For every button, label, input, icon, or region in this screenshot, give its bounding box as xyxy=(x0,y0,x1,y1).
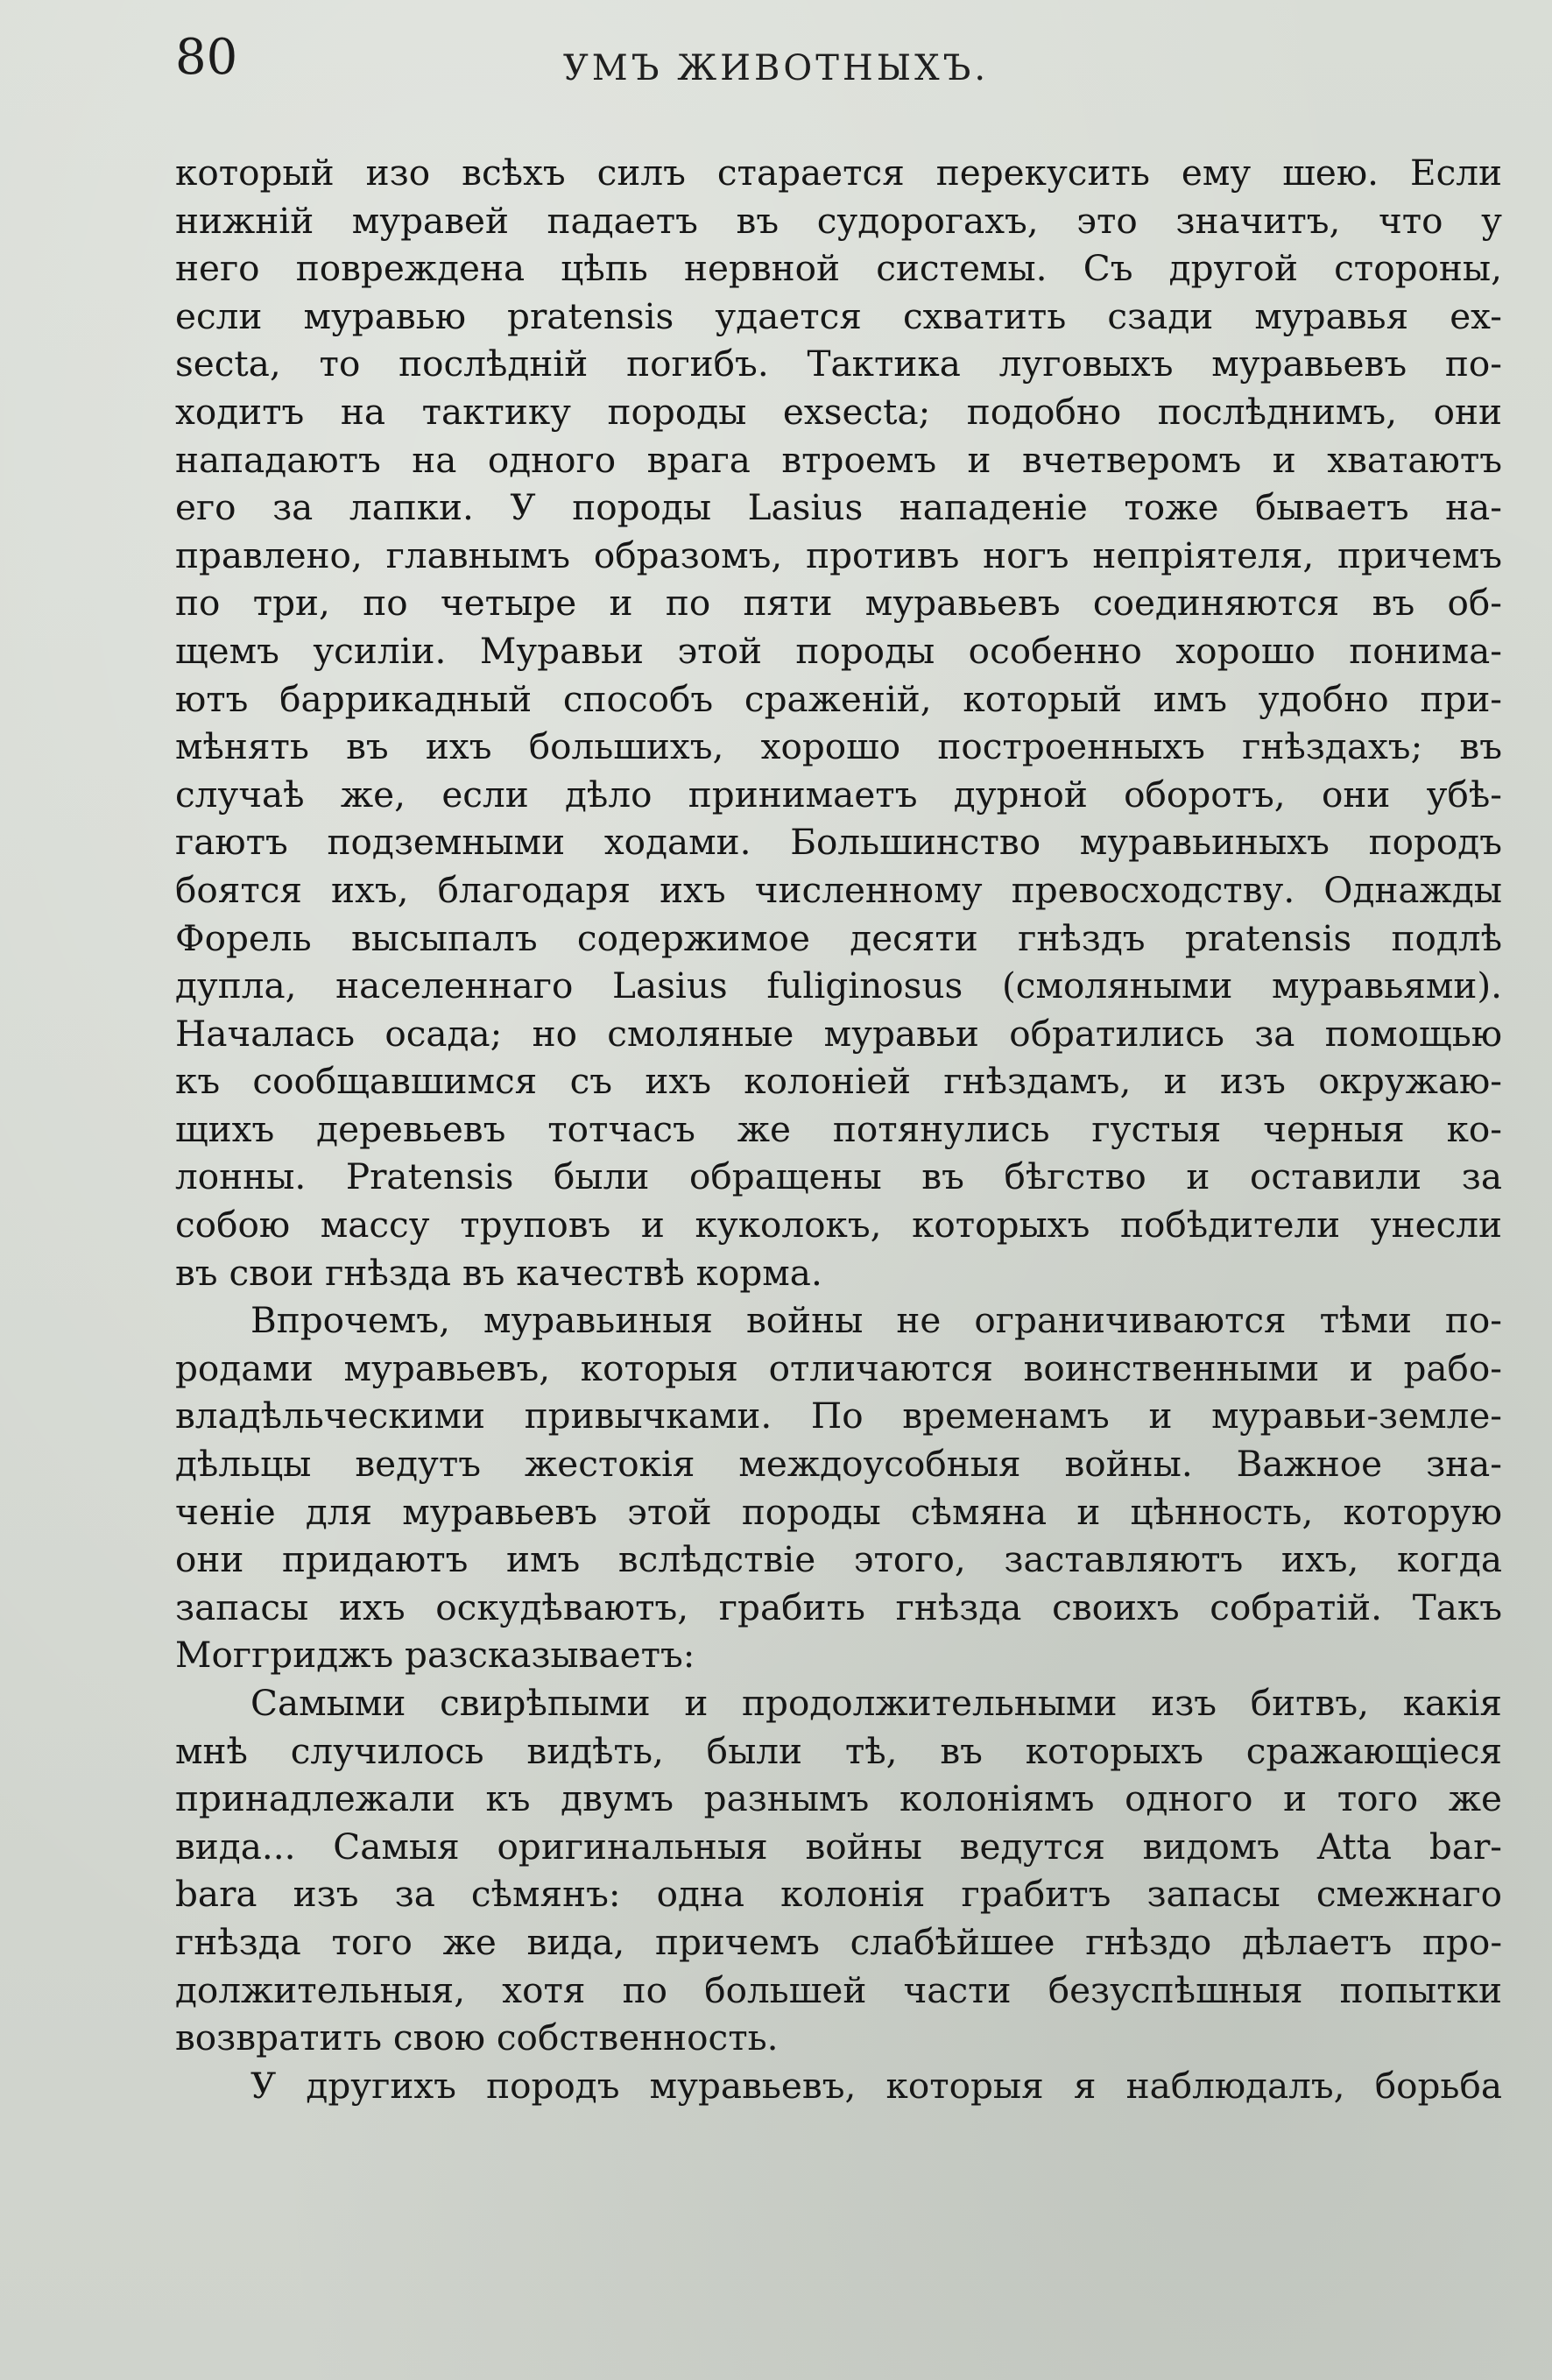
paragraph xyxy=(175,1296,1502,1679)
text-line: боятся ихъ, благодаря ихъ численному превосходству. Однажды xyxy=(175,868,1502,911)
text-line: дупла, населеннаго Lasius fuliginosus (смоляными муравьями). xyxy=(175,964,1502,1007)
text-line: Самыми свирѣпыми и продолжительными изъ битвъ, какія xyxy=(250,1682,1502,1724)
text-line: дѣльцы ведутъ жестокія междоусобныя войны. Важное зна- xyxy=(175,1443,1502,1486)
text-line: родами муравьевъ, которыя отличаются воинственными и рабо- xyxy=(175,1346,1502,1389)
text-line: собою массу труповъ и куколокъ, которыхъ побѣдители унесли xyxy=(175,1204,1502,1246)
text-line: возвратить свою собственность. xyxy=(175,2016,779,2059)
text-line: мнѣ случилось видѣть, были тѣ, въ которыхъ сражающіеся xyxy=(175,1729,1502,1772)
text-line: Моггриджъ разсказываетъ: xyxy=(175,1634,695,1677)
text-line: У другихъ породъ муравьевъ, которыя я наблюдалъ, борьба xyxy=(250,2064,1502,2107)
text-line: должительныя, хотя по большей части безуспѣшныя попытки xyxy=(175,1968,1502,2011)
text-line: мѣнять въ ихъ большихъ, хорошо построенныхъ гнѣздахъ; въ xyxy=(175,725,1502,768)
text-line: запасы ихъ оскудѣваютъ, грабить гнѣзда своихъ собратій. Такъ xyxy=(175,1585,1502,1628)
text-line: ченіе для муравьевъ этой породы сѣмяна и цѣнность, которую xyxy=(175,1490,1502,1533)
text-line: ютъ баррикадный способъ сраженій, который имъ удобно при- xyxy=(175,677,1502,720)
text-line: если муравью pratensis удается схватить сзади муравья ex- xyxy=(175,294,1502,337)
text-line: они придаютъ имъ вслѣдствіе этого, заставляютъ ихъ, когда xyxy=(175,1538,1502,1581)
text-line: ходитъ на тактику породы exsecta; подобно послѣднимъ, они xyxy=(175,390,1502,433)
running-title: УМЪ ЖИВОТНЫХЪ. xyxy=(562,48,990,88)
text-line: въ свои гнѣзда въ качествѣ корма. xyxy=(175,1251,822,1294)
paragraph xyxy=(175,1679,1502,2062)
text-line: гнѣзда того же вида, причемъ слабѣйшее гнѣздо дѣлаетъ про- xyxy=(175,1920,1502,1963)
text-line: гаютъ подземными ходами. Большинство муравьиныхъ породъ xyxy=(175,821,1502,864)
text-line: bara изъ за сѣмянъ: одна колонія грабитъ запасы смежнаго xyxy=(175,1873,1502,1916)
text-line: который изо всѣхъ силъ старается перекусить ему шею. Если xyxy=(175,152,1502,194)
text-line: secta, то послѣдній погибъ. Тактика луговыхъ муравьевъ по- xyxy=(175,343,1502,385)
paragraph xyxy=(175,2062,1502,2110)
text-line: щемъ усиліи. Муравьи этой породы особенно хорошо понима- xyxy=(175,629,1502,672)
text-line: его за лапки. У породы Lasius нападеніе тоже бываетъ на- xyxy=(175,486,1502,529)
text-line: щихъ деревьевъ тотчасъ же потянулись густыя черныя ко- xyxy=(175,1107,1502,1150)
text-line: вида... Самыя оригинальныя войны ведутся видомъ Atta bar- xyxy=(175,1825,1502,1868)
text-line: принадлежали къ двумъ разнымъ колоніямъ одного и того же xyxy=(175,1777,1502,1820)
page-number: 80 xyxy=(175,29,238,86)
text-line: къ сообщавшимся съ ихъ колоніей гнѣздамъ, и изъ окружаю- xyxy=(175,1060,1502,1103)
text-line: Впрочемъ, муравьиныя войны не ограничиваются тѣми по- xyxy=(250,1299,1502,1342)
text-line: Форель высыпалъ содержимое десяти гнѣздъ pratensis подлѣ xyxy=(175,916,1502,959)
text-line: нижній муравей падаетъ въ судорогахъ, это значитъ, что у xyxy=(175,199,1502,242)
text-line: нападаютъ на одного врага втроемъ и вчетверомъ и хватаютъ xyxy=(175,438,1502,481)
body-text xyxy=(175,149,1502,2109)
paragraph xyxy=(175,149,1502,1296)
text-line: по три, по четыре и по пяти муравьевъ соединяются въ об- xyxy=(175,582,1502,625)
text-line: лонны. Pratensis были обращены въ бѣгство и оставили за xyxy=(175,1155,1502,1198)
text-line: него повреждена цѣпь нервной системы. Съ другой стороны, xyxy=(175,247,1502,290)
text-line: владѣльческими привычками. По временамъ и муравьи-земле- xyxy=(175,1395,1502,1437)
text-line: правлено, главнымъ образомъ, противъ ногъ непріятеля, причемъ xyxy=(175,533,1502,576)
text-line: Началась осада; но смоляные муравьи обратились за помощью xyxy=(175,1012,1502,1055)
text-line: случаѣ же, если дѣло принимаетъ дурной оборотъ, они убѣ- xyxy=(175,773,1502,816)
